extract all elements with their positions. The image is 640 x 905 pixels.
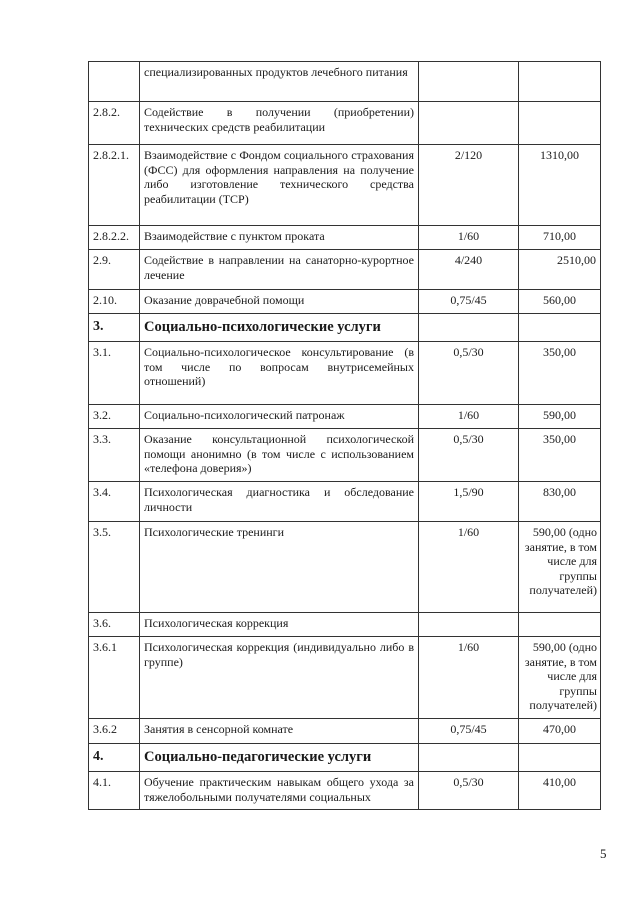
service-code: 3.2. <box>89 405 140 429</box>
service-rate <box>419 102 519 145</box>
service-name: Взаимодействие с Фондом социального страхования (ФСС) для оформления направления на получение либо изготовление технического средства реабилитации (ТСР) <box>140 145 419 226</box>
service-price: 590,00 (одно занятие, в том числе для группы получателей) <box>519 522 601 613</box>
service-price: 590,00 (одно занятие, в том числе для группы получателей) <box>519 637 601 719</box>
service-name: Социально-психологический патронаж <box>140 405 419 429</box>
table-row <box>89 290 601 314</box>
service-price <box>519 613 601 637</box>
service-rate <box>419 314 519 342</box>
service-price: 470,00 <box>519 719 601 744</box>
service-code: 2.9. <box>89 250 140 290</box>
service-rate: 1/60 <box>419 637 519 719</box>
service-code: 3.1. <box>89 342 140 405</box>
service-price: 1310,00 <box>519 145 601 226</box>
service-name: Оказание доврачебной помощи <box>140 290 419 314</box>
page-number: 5 <box>600 846 607 861</box>
table-row <box>89 637 601 719</box>
service-rate <box>419 613 519 637</box>
service-price: 410,00 <box>519 772 601 810</box>
section-row <box>89 744 601 772</box>
table-row <box>89 613 601 637</box>
service-name: Психологическая коррекция (индивидуально либо в группе) <box>140 637 419 719</box>
service-rate: 0,75/45 <box>419 719 519 744</box>
service-price <box>519 62 601 102</box>
service-code: 3.6. <box>89 613 140 637</box>
service-rate: 0,5/30 <box>419 429 519 482</box>
service-name: Социально-психологические услуги <box>140 314 419 342</box>
table-row <box>89 405 601 429</box>
service-code: 3.4. <box>89 482 140 522</box>
service-name: Психологическая диагностика и обследование личности <box>140 482 419 522</box>
service-name: Психологическая коррекция <box>140 613 419 637</box>
service-code: 3.6.2 <box>89 719 140 744</box>
service-code: 2.10. <box>89 290 140 314</box>
service-code: 3.5. <box>89 522 140 613</box>
service-rate: 4/240 <box>419 250 519 290</box>
service-name: Содействие в направлении на санаторно-курортное лечение <box>140 250 419 290</box>
service-code: 2.8.2. <box>89 102 140 145</box>
service-name: Психологические тренинги <box>140 522 419 613</box>
service-name: специализированных продуктов лечебного питания <box>140 62 419 102</box>
service-name: Оказание консультационной психологической помощи анонимно (в том числе с использованием «телефона доверия») <box>140 429 419 482</box>
service-price <box>519 314 601 342</box>
table-row <box>89 522 601 613</box>
service-rate: 2/120 <box>419 145 519 226</box>
service-price: 590,00 <box>519 405 601 429</box>
service-price: 710,00 <box>519 226 601 250</box>
services-table <box>88 61 601 810</box>
service-price: 830,00 <box>519 482 601 522</box>
service-price <box>519 102 601 145</box>
table-row <box>89 429 601 482</box>
service-name: Занятия в сенсорной комнате <box>140 719 419 744</box>
service-price <box>519 744 601 772</box>
section-row <box>89 314 601 342</box>
service-price: 350,00 <box>519 429 601 482</box>
service-rate: 0,75/45 <box>419 290 519 314</box>
service-rate <box>419 744 519 772</box>
service-name: Взаимодействие с пунктом проката <box>140 226 419 250</box>
table-row <box>89 482 601 522</box>
service-code: 3. <box>89 314 140 342</box>
service-code: 2.8.2.2. <box>89 226 140 250</box>
service-name: Социально-психологическое консультирование (в том числе по вопросам внутрисемейных отношений) <box>140 342 419 405</box>
service-rate <box>419 62 519 102</box>
service-price: 2510,00 <box>519 250 601 290</box>
service-rate: 0,5/30 <box>419 772 519 810</box>
table-row <box>89 250 601 290</box>
service-code: 3.3. <box>89 429 140 482</box>
service-name: Обучение практическим навыкам общего ухода за тяжелобольными получателями социальных <box>140 772 419 810</box>
service-rate: 1/60 <box>419 522 519 613</box>
service-price: 350,00 <box>519 342 601 405</box>
service-rate: 1/60 <box>419 405 519 429</box>
services-table-body <box>89 62 601 810</box>
table-row <box>89 102 601 145</box>
table-row <box>89 226 601 250</box>
service-code: 4.1. <box>89 772 140 810</box>
table-row <box>89 719 601 744</box>
service-code: 2.8.2.1. <box>89 145 140 226</box>
table-row <box>89 145 601 226</box>
table-row <box>89 342 601 405</box>
table-row <box>89 772 601 810</box>
table-row <box>89 62 601 102</box>
service-code: 4. <box>89 744 140 772</box>
service-rate: 0,5/30 <box>419 342 519 405</box>
service-rate: 1/60 <box>419 226 519 250</box>
service-code <box>89 62 140 102</box>
service-name: Содействие в получении (приобретении) технических средств реабилитации <box>140 102 419 145</box>
service-rate: 1,5/90 <box>419 482 519 522</box>
service-code: 3.6.1 <box>89 637 140 719</box>
service-name: Социально-педагогические услуги <box>140 744 419 772</box>
service-price: 560,00 <box>519 290 601 314</box>
